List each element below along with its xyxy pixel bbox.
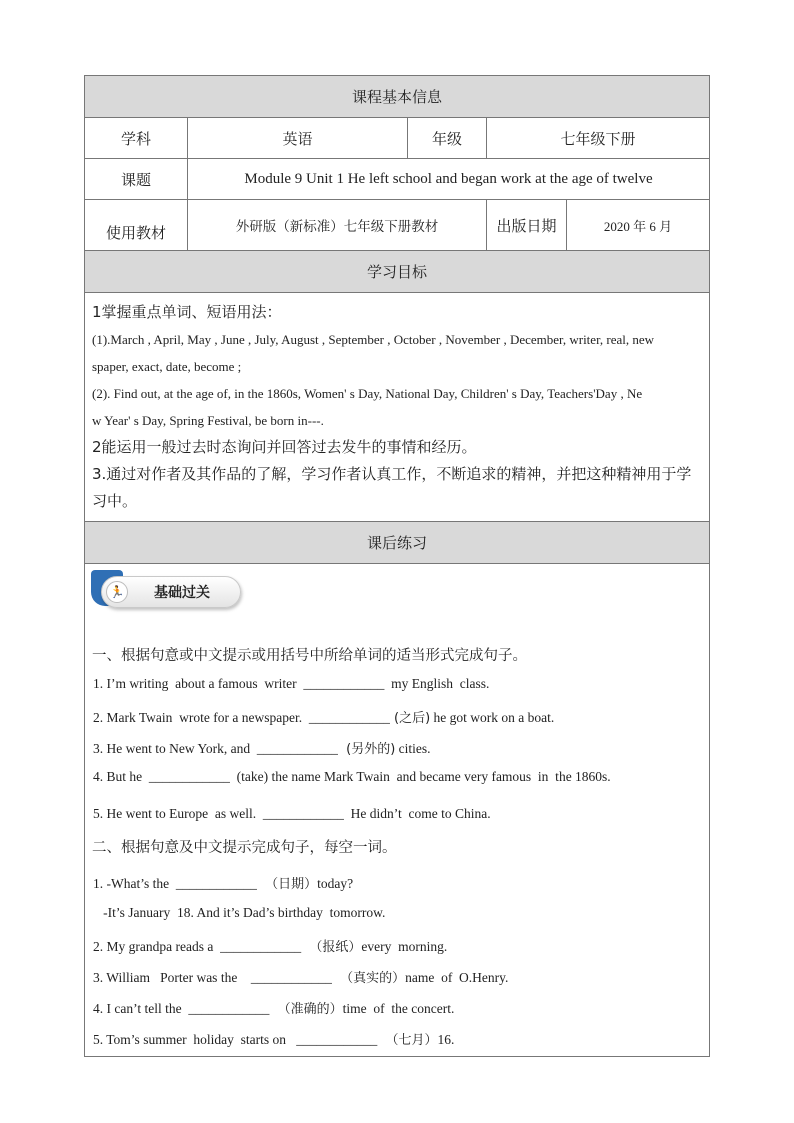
item-hint: （准确的） xyxy=(269,1002,343,1017)
exercise-item xyxy=(93,905,385,921)
answer-blank[interactable]: ____________ xyxy=(296,1032,378,1047)
answer-blank[interactable]: ____________ xyxy=(188,1001,270,1016)
item-hint: （报纸） xyxy=(301,940,362,955)
part1-title: 一、根据句意或中文提示或用括号中所给单词的适当形式完成句子。 xyxy=(92,648,527,664)
course-info-table xyxy=(84,75,710,1057)
goal-words-line-a: (1).March , April, May , June , July, August , September , October , November , December, writer, real, new xyxy=(92,332,655,347)
item-text: 1. -What’s the xyxy=(93,876,176,891)
exercise-item xyxy=(93,676,489,692)
exercise-item xyxy=(93,707,554,726)
item-text-end: 16. xyxy=(437,1032,455,1047)
answer-blank[interactable]: ____________ xyxy=(262,806,344,821)
exercise-item xyxy=(93,1029,454,1048)
topic-value: Module 9 Unit 1 He left school and began work at the age of twelve xyxy=(188,159,710,200)
item-hint: (之后) xyxy=(389,711,431,726)
item-text: 1. I’m writing about a famous writer xyxy=(93,676,304,691)
answer-blank[interactable]: ____________ xyxy=(250,970,332,985)
grade-value: 七年级下册 xyxy=(487,118,710,159)
item-text: 2. Mark Twain wrote for a newspaper. xyxy=(93,710,309,725)
answer-blank[interactable]: ____________ xyxy=(148,769,230,784)
goal-phrases-line-b: w Year' s Day, Spring Festival, be born in---. xyxy=(92,413,324,428)
subject-value: 英语 xyxy=(188,118,408,159)
basics-badge xyxy=(91,570,241,610)
goal-line-3: 3.通过对作者及其作品的了解，学习作者认真工作，不断追求的精神，并把这种精神用于学习中。 xyxy=(92,465,692,510)
item-text: 3. He went to New York, and xyxy=(93,741,257,756)
badge-label: 基础过关 xyxy=(154,585,210,601)
item-text-end: today? xyxy=(317,876,354,891)
publish-date-value: 2020 年 6 月 xyxy=(567,200,710,251)
goal-line-1: 1掌握重点单词、短语用法： xyxy=(92,303,282,321)
publish-date-label: 出版日期 xyxy=(487,200,567,251)
goal-phrases-line-a: (2). Find out, at the age of, in the 1860s, Women' s Day, National Day, Children' s Day, Teachers'Day , Ne xyxy=(92,386,643,401)
item-text-end: every morning. xyxy=(361,939,448,954)
answer-blank[interactable]: ____________ xyxy=(303,676,385,691)
goals-header: 学习目标 xyxy=(85,251,710,293)
exercise-item xyxy=(93,873,353,892)
item-text: -It’s January 18. And it’s Dad’s birthday tomorrow. xyxy=(93,905,386,920)
exercise-item xyxy=(93,769,611,785)
part2-title: 二、根据句意及中文提示完成句子，每空一词。 xyxy=(92,840,397,856)
answer-blank[interactable]: ____________ xyxy=(175,876,257,891)
item-text: 4. But he xyxy=(93,769,149,784)
item-text-end: name of O.Henry. xyxy=(405,970,509,985)
exercise-item xyxy=(93,738,431,757)
item-text: 4. I can’t tell the xyxy=(93,1001,189,1016)
textbook-label: 使用教材 xyxy=(85,200,188,251)
exercise-item xyxy=(93,998,454,1017)
exercise-item xyxy=(93,967,508,986)
goals-content xyxy=(85,293,710,522)
grade-label: 年级 xyxy=(408,118,487,159)
item-hint: (另外的) xyxy=(337,742,396,757)
lesson-sheet xyxy=(84,75,709,1057)
course-info-header: 课程基本信息 xyxy=(85,76,710,118)
item-text: 2. My grandpa reads a xyxy=(93,939,221,954)
item-text-end: cities. xyxy=(395,741,431,756)
exercise-header: 课后练习 xyxy=(85,522,710,564)
item-text-end: he got work on a boat. xyxy=(430,710,555,725)
exercise-item xyxy=(93,936,447,955)
item-text-end: (take) the name Mark Twain and became very famous in the 1860s. xyxy=(229,769,611,784)
exercise-item xyxy=(93,806,491,822)
subject-label: 学科 xyxy=(85,118,188,159)
textbook-value: 外研版（新标准）七年级下册教材 xyxy=(188,200,487,251)
goal-line-2: 2能运用一般过去时态询问并回答过去发牛的事情和经历。 xyxy=(92,438,477,456)
exercise-content xyxy=(85,564,710,1057)
item-text-end: time of the concert. xyxy=(342,1001,455,1016)
topic-label: 课题 xyxy=(85,159,188,200)
answer-blank[interactable]: ____________ xyxy=(256,741,338,756)
item-text-end: my English class. xyxy=(384,676,490,691)
answer-blank[interactable]: ____________ xyxy=(308,710,390,725)
item-text: 3. William Porter was the xyxy=(93,970,251,985)
badge-pill xyxy=(101,576,241,608)
answer-blank[interactable]: ____________ xyxy=(220,939,302,954)
item-text-end: He didn’t come to China. xyxy=(343,806,491,821)
item-hint: （真实的） xyxy=(331,971,406,986)
item-hint: （七月） xyxy=(377,1033,438,1048)
item-hint: （日期） xyxy=(256,877,318,892)
item-text: 5. Tom’s summer holiday starts on xyxy=(93,1032,297,1047)
item-text: 5. He went to Europe as well. xyxy=(93,806,263,821)
runner-icon: 🏃 xyxy=(106,581,128,603)
goal-words-line-b: spaper, exact, date, become ; xyxy=(92,359,242,374)
